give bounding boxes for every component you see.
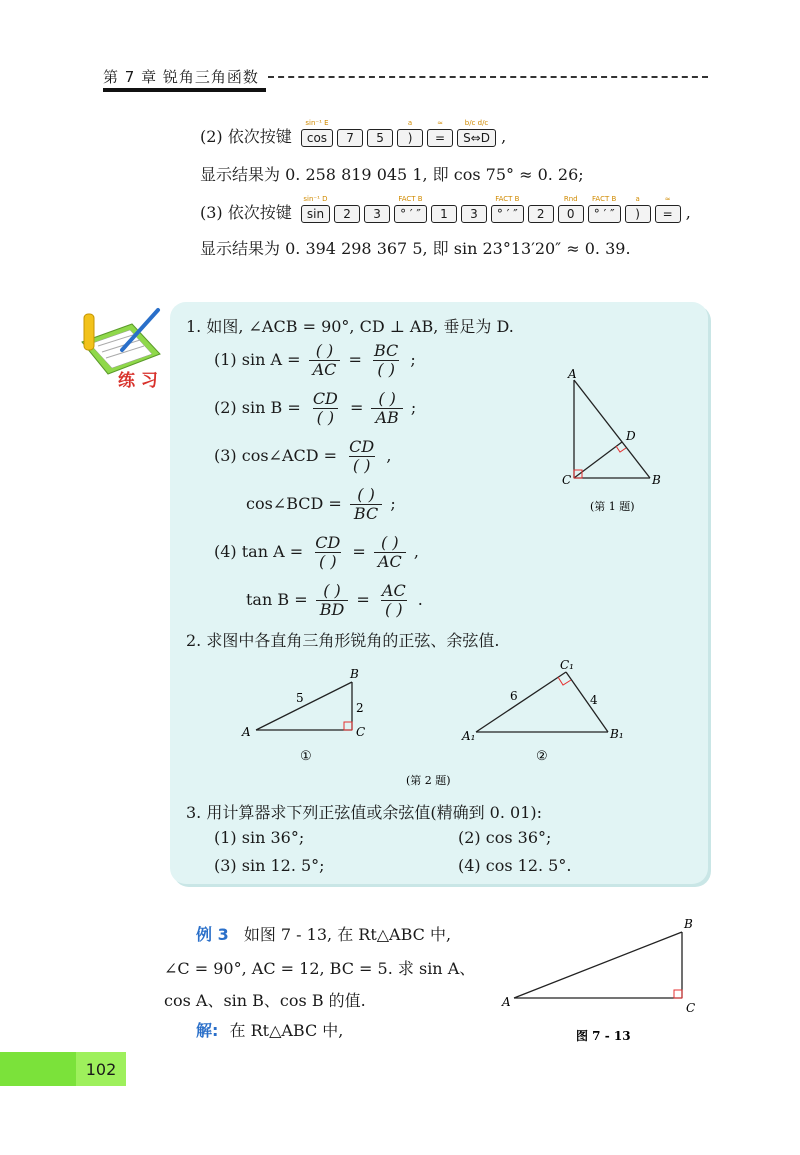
calc-key-secondary-label: b/c d/c [464,119,489,127]
calc-key [337,129,363,147]
q1-part3b [246,486,396,523]
calc-key [334,205,360,223]
fig2b-label-A: A₁ [462,729,476,743]
calc-key [397,119,423,147]
calc-key-secondary-label: FACT B [592,195,617,203]
fraction-den: BD [316,600,349,619]
calc-key-secondary-label: sin⁻¹ D [303,195,328,203]
fig2b-label-C: C₁ [560,660,574,672]
equals: = [348,350,362,369]
calc-key-label: S⇔D [463,131,490,145]
fraction [371,390,402,427]
punct: ; [410,398,417,417]
example-line1-text: 如图 7 - 13, 在 Rt△ABC 中, [243,925,452,944]
fraction-num: ( ) [323,581,341,600]
calc-step3-prefix: (3) 依次按键 [200,203,292,222]
calc-key [427,119,453,147]
q1-part1 [214,342,416,379]
punct: , [413,542,419,561]
calc-key-secondary-label: Rnd [563,195,578,203]
fig2b-label-B: B₁ [610,727,624,741]
fig713-label-B: B [684,917,693,931]
q3-text: 3. 用计算器求下列正弦值或余弦值(精确到 0. 01): [186,803,543,822]
calc-key-label: sin [306,207,325,221]
q1-part4b-prefix: tan B = [246,590,308,609]
chapter-header: 第 7 章 锐角三角函数 [103,68,259,86]
fraction [345,438,378,475]
calc-key [528,205,554,223]
calc-key [394,195,427,223]
calc-key-label: ) [407,131,413,145]
fig2a-label-C: C [356,725,366,739]
calc-key [655,195,681,223]
q1-part3a-prefix: (3) cos∠ACD = [214,446,338,465]
equals: = [356,590,370,609]
calc-key [461,205,487,223]
fig2b-s1: 6 [510,689,518,703]
example-label: 例 3 [196,925,229,944]
q3-item: (2) cos 36°; [458,828,552,847]
fraction [350,486,382,523]
fraction [309,342,341,379]
fraction-num: ( ) [381,533,399,552]
fraction-den: AC [309,360,341,379]
calc-key-label: cos [306,131,328,145]
calc-key [364,205,390,223]
calc-key [625,195,651,223]
calc-key [367,129,393,147]
fraction [309,390,342,427]
calc-step3-keys [301,195,681,223]
fraction-den: AC [374,552,406,571]
punct: . [417,590,423,609]
calc-result3: 显示结果为 0. 394 298 367 5, 即 sin 23°13′20″ ≈ 0. 39. [200,239,631,258]
calc-key-label: ° ′ ″ [400,207,421,221]
calc-key-label: 5 [376,131,384,145]
punct: ; [410,350,416,369]
page-number: 102 [76,1052,126,1086]
fig2a-hyp: 5 [296,691,304,705]
calc-key [491,195,524,223]
fig1-label-A: A [568,367,577,381]
fraction [370,342,402,379]
q1-part4a-prefix: (4) tan A = [214,542,304,561]
fig1-label-D: D [626,429,636,443]
calc-key-label: ° ′ ″ [496,207,518,221]
punct: ; [390,494,396,513]
fig2-caption: (第 2 题) [406,774,451,787]
calc-key [558,195,584,223]
calc-key-secondary-label: ≈ [664,195,671,203]
q1-part3b-prefix: cos∠BCD = [246,494,342,513]
fraction-num: CD [312,389,338,408]
fig713-label-A: A [502,995,511,1009]
fraction-num: CD [315,533,341,552]
fraction-num: ( ) [378,389,396,408]
calc-key-label: 0 [566,207,575,221]
calc-step2-keys [301,119,496,147]
calc-key [588,195,621,223]
q1-part1-prefix: (1) sin A = [214,350,301,369]
fraction-num: CD [349,437,375,456]
fraction-num: ( ) [315,341,334,360]
fig2a-caption: ① [300,749,312,764]
fig2a-label-A: A [242,725,251,739]
calc-key-label: = [662,207,673,221]
calc-key-label: = [435,131,446,145]
example-line2: ∠C = 90°, AC = 12, BC = 5. 求 sin A、 [164,959,476,978]
fraction-num: ( ) [357,485,375,504]
q2-text: 2. 求图中各直角三角形锐角的正弦、余弦值. [186,631,500,650]
fig713-caption: 图 7 - 13 [576,1029,631,1043]
example-line1 [196,922,451,945]
figure-q2 [236,660,646,790]
q1-part4b [246,582,423,619]
q1-intro: 1. 如图, ∠ACB = 90°, CD ⊥ AB, 垂足为 D. [186,317,514,336]
equals: = [352,542,366,561]
exercise-badge [72,302,170,392]
calc-key-label: 7 [346,131,354,145]
calc-key [301,195,330,223]
fraction-den: ( ) [381,600,407,619]
calc-key-label: ° ′ ″ [593,207,615,221]
fraction [311,534,344,571]
calc-key-secondary-label: ≈ [437,119,443,127]
q1-part2-prefix: (2) sin B = [214,398,301,417]
calc-step3 [200,195,691,223]
fraction-den: ( ) [349,456,375,475]
calc-key-label: 1 [440,207,448,221]
fraction [316,582,349,619]
calc-key-label: 2 [536,207,545,221]
fig2b-s2: 4 [590,693,598,707]
fraction-den: BC [350,504,382,523]
q1-part2 [214,390,416,427]
fig1-label-C: C [562,473,572,487]
calc-step2-suffix: , [501,127,507,146]
calc-key-secondary-label: FACT B [398,195,423,203]
example-line3: cos A、sin B、cos B 的值. [164,991,366,1010]
solution-text: 在 Rt△ABC 中, [229,1021,344,1040]
fraction-num: BC [374,341,399,360]
fig1-label-B: B [652,473,661,487]
calc-key-label: 2 [343,207,351,221]
calc-step2 [200,119,507,147]
fig2a-leg: 2 [356,701,364,715]
calc-key-secondary-label: FACT B [495,195,520,203]
fraction-num: AC [381,581,406,600]
exercise-badge-label: 练 习 [118,371,158,391]
q1-part3a [214,438,391,475]
fig2b-caption: ② [536,749,548,764]
q1-part4a [214,534,419,571]
calc-key-label: ) [635,207,640,221]
calc-key-label: 3 [373,207,381,221]
q3-item: (3) sin 12. 5°; [214,856,325,875]
example-solution [196,1018,343,1041]
calc-step2-prefix: (2) 依次按键 [200,127,292,146]
fig1-caption: (第 1 题) [590,500,635,513]
calc-result2: 显示结果为 0. 258 819 045 1, 即 cos 75° ≈ 0. 26; [200,165,584,184]
fraction [374,534,406,571]
q3-item: (1) sin 36°; [214,828,305,847]
figure-q1 [550,364,680,524]
fraction-den: AB [371,408,402,427]
calc-key-secondary-label: a [635,195,640,203]
fraction [378,582,410,619]
fraction-den: ( ) [313,408,339,427]
punct: , [386,446,392,465]
calc-step3-suffix: , [685,203,691,222]
calc-key-secondary-label: sin⁻¹ E [305,119,329,127]
solution-label: 解: [196,1021,219,1040]
fraction-den: ( ) [315,552,341,571]
fig713-label-C: C [686,1001,696,1015]
fraction-den: ( ) [373,360,399,379]
calc-key-label: 3 [470,207,478,221]
fig2a-label-B: B [350,667,359,681]
calc-key [431,205,457,223]
calc-key [457,119,496,147]
calc-key [301,119,333,147]
figure-7-13 [500,912,710,1052]
header-rule [103,88,266,92]
calc-key-secondary-label: a [407,119,413,127]
header-dashed-line [268,76,708,78]
equals: = [349,398,364,417]
q3-item: (4) cos 12. 5°. [458,856,572,875]
